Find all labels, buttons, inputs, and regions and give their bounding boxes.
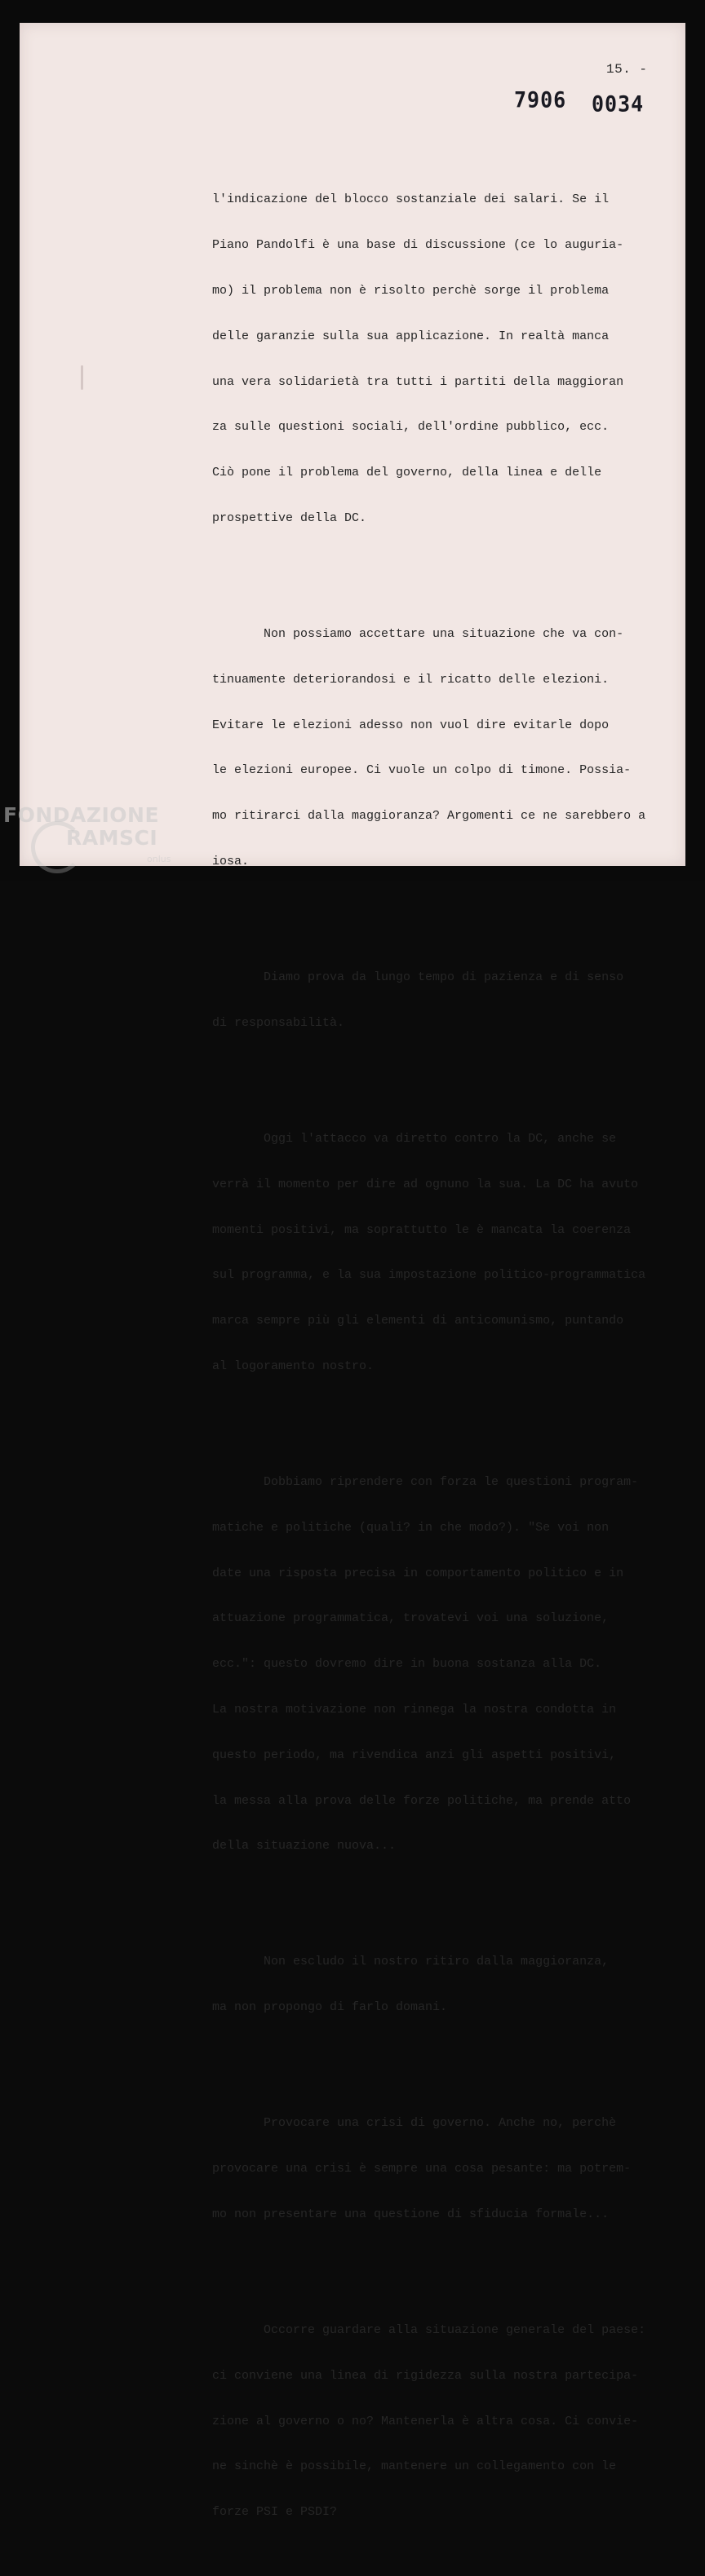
text-line: za sulle questioni sociali, dell'ordine pubblico, ecc.	[212, 420, 610, 435]
text-line: Dobbiamo riprendere con forza le questioni program-	[212, 1475, 639, 1490]
text-line: verrà il momento per dire ad ognuno la sua. La DC ha avuto	[212, 1177, 639, 1191]
text-line: della situazione nuova...	[212, 1839, 397, 1854]
paragraph	[212, 940, 685, 1062]
text-line: mo non presentare una questione di sfiducia formale...	[212, 2207, 610, 2221]
paragraph	[212, 1924, 685, 2046]
paragraph	[212, 2086, 685, 2253]
text-line: Piano Pandolfi è una base di discussione (ce lo auguria-	[212, 238, 624, 253]
text-line: delle garanzie sulla sua applicazione. In realtà manca	[212, 329, 610, 343]
text-line: iosa.	[212, 854, 250, 868]
text-line: attuazione programmatica, trovatevi voi una soluzione,	[212, 1611, 610, 1626]
watermark-line1: FONDAZIONE	[3, 803, 160, 827]
text-line: di responsabilità.	[212, 1015, 345, 1030]
text-line: tinuamente deteriorandosi e il ricatto delle elezioni.	[212, 672, 610, 687]
text-line: Oggi l'attacco va diretto contro la DC, anche se	[212, 1132, 617, 1146]
text-line: Evitare le elezioni adesso non vuol dire evitarle dopo	[212, 718, 610, 732]
text-line: l'indicazione del blocco sostanziale dei salari. Se il	[212, 192, 610, 207]
text-line: prospettive della DC.	[212, 510, 367, 525]
text-line: matiche e politiche (quali? in che modo?). "Se voi non	[212, 1520, 610, 1535]
text-line: le elezioni europee. Ci vuole un colpo di timone. Possia-	[212, 763, 632, 778]
text-line: ci conviene una linea di rigidezza sulla nostra partecipa-	[212, 2368, 639, 2383]
text-line: ma non propongo di farlo domani.	[212, 2000, 448, 2015]
text-line: Provocare una crisi di governo. Anche no, perchè	[212, 2116, 617, 2131]
text-line: una vera solidarietà tra tutti i partiti della maggioran	[212, 374, 624, 389]
text-line: Non possiamo accettare una situazione che va con-	[212, 627, 624, 641]
text-line: La nostra motivazione non rinnega la nostra condotta in	[212, 1702, 617, 1717]
text-line: zione al governo o no? Mantenerla è altra cosa. Ci convie-	[212, 2414, 639, 2428]
text-line: ecc.": questo dovremo dire in buona sostanza alla DC.	[212, 1657, 602, 1672]
text-line: date una risposta precisa in comportamento politico e in	[212, 1566, 624, 1580]
paper-crease-mark	[81, 365, 83, 390]
paragraph	[212, 1445, 685, 1885]
watermark-line2: RAMSCI	[66, 826, 158, 850]
typewritten-body	[212, 132, 685, 2576]
paragraph	[212, 1102, 685, 1405]
text-line: provocare una crisi è sempre una cosa pesante: ma potrem-	[212, 2162, 632, 2176]
watermark-suffix: onlus	[147, 854, 171, 864]
text-line: mo ritirarci dalla maggioranza? Argomenti ce ne sarebbero a	[212, 809, 646, 824]
page-number: 15. -	[606, 62, 648, 77]
text-line: forze PSI e PSDI?	[212, 2505, 338, 2520]
text-line: ne sinchè è possibile, mantenere un collegamento con le	[212, 2459, 617, 2474]
paragraph	[212, 2293, 685, 2551]
text-line: mo) il problema non è risolto perchè sorge il problema	[212, 283, 610, 298]
archive-stamp-number-left: 7906	[514, 86, 567, 113]
text-line: marca sempre più gli elementi di anticomunismo, puntando	[212, 1314, 624, 1328]
text-line: la messa alla prova delle forze politiche, ma prende atto	[212, 1793, 632, 1808]
text-line: momenti positivi, ma soprattutto le è mancata la coerenza	[212, 1222, 632, 1237]
text-line: Occorre guardare alla situazione generale del paese:	[212, 2323, 646, 2338]
paragraph	[212, 162, 685, 556]
text-line: al logoramento nostro.	[212, 1359, 375, 1373]
fondazione-gramsci-watermark	[3, 803, 199, 881]
text-line: Non escludo il nostro ritiro dalla maggioranza,	[212, 1955, 610, 1969]
text-line: Diamo prova da lungo tempo di pazienza e di senso	[212, 970, 624, 985]
text-line: Ciò pone il problema del governo, della linea e delle	[212, 466, 602, 480]
archive-stamp-number-right: 0034	[592, 91, 645, 117]
text-line: sul programma, e la sua impostazione politico-programmatica	[212, 1268, 646, 1283]
paragraph	[212, 597, 685, 900]
text-line: questo periodo, ma rivendica anzi gli aspetti positivi,	[212, 1748, 617, 1762]
